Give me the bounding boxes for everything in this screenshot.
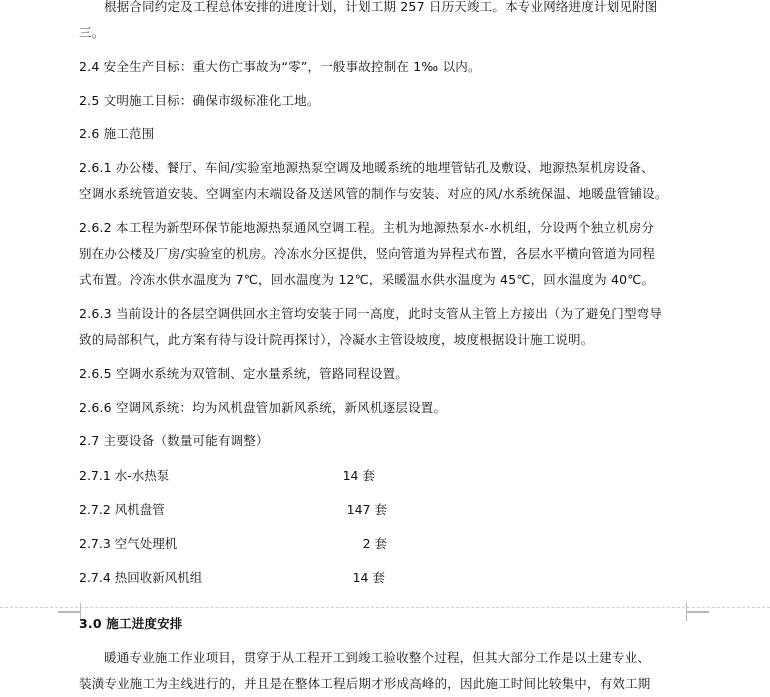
paragraph-2-6-1-line1: 2.6.1 办公楼、餐厅、车间/实验室地源热泵空调及地暖系统的地埋管钻孔及敷设、地源热泵机房设备、	[79, 160, 654, 175]
equipment-qty: 14 套	[352, 570, 385, 585]
equipment-name: 2.7.4 热回收新风机组	[79, 570, 203, 585]
paragraph-safety-goal: 2.4 安全生产目标：重大伤亡事故为“零”，一般事故控制在 1‰ 以内。	[79, 59, 481, 74]
paragraph-intro-line2: 三。	[79, 25, 105, 40]
paragraph-2-6-1-line2: 空调水系统管道安装、空调室内末端设备及送风管的制作与安装、对应的风/水系统保温、地暖盘管铺设。	[79, 186, 668, 201]
equipment-name: 2.7.3 空气处理机	[79, 536, 178, 551]
equipment-name: 2.7.2 风机盘管	[79, 502, 165, 517]
page-corner-mark	[58, 603, 81, 612]
section-equipment-heading: 2.7 主要设备（数量可能有调整）	[79, 433, 269, 448]
equipment-qty: 14 套	[342, 468, 375, 483]
section-3-line1: 暖通专业施工作业项目，贯穿于从工程开工到竣工验收整个过程，但其大部分工作是以土建专业、	[104, 650, 651, 665]
page-break-divider	[0, 607, 770, 609]
paragraph-2-6-2-line1: 2.6.2 本工程为新型环保节能地源热泵通风空调工程。主机为地源热泵水-水机组，分设两个独立机房分	[79, 220, 655, 235]
paragraph-2-6-2-line3: 式布置。冷冻水供水温度为 7℃，回水温度为 12℃，采暖温水供水温度为 45℃，回水温度为 40℃。	[79, 272, 655, 287]
equipment-qty: 2 套	[362, 536, 387, 551]
paragraph-2-6-3-line2: 致的局部积气，此方案有待与设计院再探讨），冷凝水主管设坡度，坡度根据设计施工说明。	[79, 332, 594, 347]
section-3-line2: 装潢专业施工为主线进行的，并且是在整体工程后期才形成高峰的，因此施工时间比较集中，有效工期	[79, 676, 651, 691]
equipment-qty: 147 套	[346, 502, 387, 517]
paragraph-civilized-goal: 2.5 文明施工目标：确保市级标准化工地。	[79, 93, 320, 108]
section-3-heading: 3.0 施工进度安排	[79, 616, 183, 631]
section-scope-heading: 2.6 施工范围	[79, 126, 155, 141]
paragraph-intro-line1: 根据合同约定及工程总体安排的进度计划，计划工期 257 日历天竣工。本专业网络进度计划见附图	[104, 0, 658, 14]
page-corner-mark	[58, 612, 81, 621]
equipment-name: 2.7.1 水-水热泵	[79, 468, 170, 483]
paragraph-2-6-2-line2: 别在办公楼及厂房/实验室的机房。冷冻水分区提供，竖向管道为异程式布置，各层水平横向管道为同程	[79, 246, 655, 261]
paragraph-2-6-3-line1: 2.6.3 当前设计的各层空调供回水主管均安装于同一高度，此时支管从主管上方接出（为了避免门型弯导	[79, 306, 663, 321]
paragraph-2-6-6: 2.6.6 空调风系统：均为风机盘管加新风系统，新风机逐层设置。	[79, 400, 447, 415]
paragraph-2-6-5: 2.6.5 空调水系统为双管制、定水量系统，管路同程设置。	[79, 366, 409, 381]
